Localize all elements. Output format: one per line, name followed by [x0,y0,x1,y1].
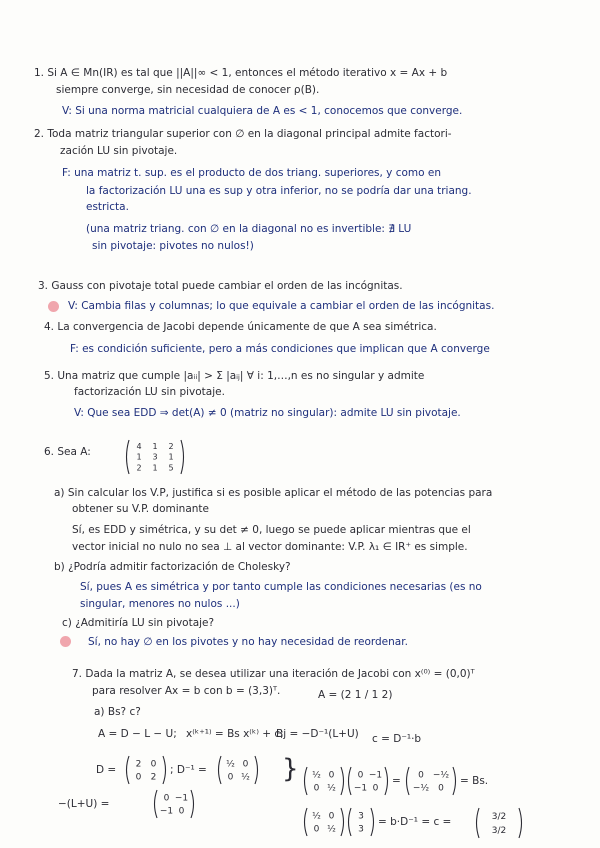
matrix-entry: −1 [368,770,383,781]
matrix-entry: ½ [312,811,321,822]
matrix-entry: 0 [328,811,335,822]
matrix-entry: 0 [313,783,320,794]
question-4: 4. La convergencia de Jacobi depende únicamente de que A sea simétrica. [44,321,437,333]
matrix-entry: 0 [418,770,424,781]
relation-decomp: A = D − L − U; [98,728,177,740]
matrix-right-paren [371,808,374,836]
matrix-entry: 5 [168,463,174,473]
matrix-Dinv [216,754,260,786]
matrix-entry: 3/2 [491,826,507,836]
matrix-entry: 1 [152,442,158,451]
matrix-left-paren [305,767,308,795]
matrix-entry: ½ [312,770,321,781]
vector-b [346,806,376,838]
matrix-entry: −1 [159,806,174,817]
matrix-D [124,754,168,786]
matrix-entry: −½ [432,770,450,781]
matrix-left-paren [477,808,480,838]
matrix-entry: 1 [136,452,142,462]
matrix-entry: 0 [357,770,364,781]
matrix-right-paren [453,767,456,795]
result-Bs: = Bs. [460,775,489,787]
matrix-A [124,438,186,476]
relation-iter: x⁽ᵏ⁺¹⁾ = Bs x⁽ᵏ⁾ + c; [186,728,284,740]
matrix-right-paren [519,808,522,838]
answer-6b-cont: singular, menores no nulos ...) [80,598,240,610]
matrix-entry: −½ [412,783,430,794]
matrix-entry: ½ [327,824,336,835]
question-6c: c) ¿Admitiría LU sin pivotaje? [62,617,215,629]
matrix-entry: 1 [168,452,174,462]
vector-c [474,806,524,840]
matrix-left-paren [349,808,352,836]
question-5-cont: factorización LU sin pivotaje. [74,386,225,398]
matrix-entry: 0 [150,759,157,770]
answer-2: F: una matriz t. sup. es el producto de dos triang. superiores, y como en [62,167,442,179]
matrix-Dinv-2 [302,806,346,838]
answer-6b: Sí, pues A es simétrica y por tanto cumple las condiciones necesarias (es no [80,581,482,593]
matrix-entry: 3 [358,811,364,822]
matrix-left-paren [349,767,352,795]
matrix-entry: ½ [327,783,336,794]
matrix-entry: 0 [135,772,142,783]
matrix-right-paren [385,767,388,795]
matrix-entry: −1 [174,793,189,804]
matrix-left-paren [127,440,130,474]
question-1-cont: siempre converge, sin necesidad de conocer ρ(B). [56,84,320,96]
matrix-right-paren [163,756,166,784]
label-D: D = [96,764,117,776]
matrix-right-paren [255,756,258,784]
equals-sign: = [392,775,401,787]
question-2-cont: zación LU sin pivotaje. [60,145,178,157]
matrix-right-paren [341,767,344,795]
matrix-entry: 0 [438,783,444,794]
question-6a-cont: obtener su V.P. dominante [72,503,209,515]
question-1: 1. Si A ∈ Mn(IR) es tal que ||A||∞ < 1, entonces el método iterativo x = Ax + b [34,67,448,79]
matrix-entry: ½ [241,772,250,783]
matrix-entry: 0 [163,793,170,804]
matrix-entry: 0 [372,783,379,794]
matrix-entry: ½ [226,759,235,770]
matrix-entry: 0 [227,772,234,783]
matrix-entry: 3/2 [491,812,507,822]
result-c-label: = b·D⁻¹ = c = [378,816,452,828]
relation-bj: Bj = −D⁻¹(L+U) [276,728,359,740]
matrix-left-paren [155,790,158,818]
matrix-entry: −1 [353,783,368,794]
highlight-dot-2 [60,636,71,647]
label-LU: −(L+U) = [58,798,110,810]
matrix-entry: 3 [152,452,158,462]
matrix-entry: 0 [328,770,335,781]
matrix-entry: 2 [135,759,142,770]
matrix-left-paren [305,808,308,836]
question-7-cont: para resolver Ax = b con b = (3,3)ᵀ. [92,685,281,697]
matrix-right-paren [341,808,344,836]
question-3: 3. Gauss con pivotaje total puede cambiar el orden de las incógnitas. [38,280,403,292]
answer-2-note: (una matriz triang. con ∅ en la diagonal no es invertible: ∄ LU [86,223,412,235]
matrix-Bs [404,765,458,797]
matrix-entry: 2 [168,442,174,451]
brace: } [282,754,299,784]
relation-c: c = D⁻¹·b [372,733,422,745]
matrix-Dinv-product [302,765,346,797]
answer-2-cont2: estricta. [86,201,129,213]
question-6b: b) ¿Podría admitir factorización de Cholesky? [54,561,291,573]
matrix-entry: 0 [242,759,249,770]
matrix-left-paren [219,756,222,784]
label-Dinv: ; D⁻¹ = [170,764,207,776]
matrix-right-paren [181,440,184,474]
answer-6c: Sí, no hay ∅ en los pivotes y no hay necesidad de reordenar. [88,636,408,648]
matrix-left-paren [127,756,130,784]
question-6: 6. Sea A: [44,446,91,458]
matrix-LU-product [346,765,390,797]
matrix-LU [152,788,196,820]
highlight-dot [48,301,59,312]
matrix-entry: 3 [358,824,364,835]
matrix-entry: 0 [178,806,185,817]
question-7a: a) Bs? c? [94,706,141,718]
matrix-entry: 1 [152,463,158,473]
question-5: 5. Una matriz que cumple |aᵢᵢ| > Σ |aᵢⱼ| ∀ i: 1,…,n es no singular y admite [44,370,425,382]
matrix-A-2x2: A = (2 1 / 1 2) [318,689,393,701]
matrix-entry: 2 [136,463,142,473]
answer-2-note-cont: sin pivotaje: pivotes no nulos!) [92,240,254,252]
answer-2-cont: la factorización LU una es sup y otra inferior, no se podría dar una triang. [86,185,472,197]
answer-5: V: Que sea EDD ⇒ det(A) ≠ 0 (matriz no singular): admite LU sin pivotaje. [74,407,461,419]
question-7: 7. Dada la matriz A, se desea utilizar una iteración de Jacobi con x⁽⁰⁾ = (0,0)ᵀ [72,668,475,680]
matrix-right-paren [191,790,194,818]
matrix-entry: 4 [136,442,142,451]
matrix-left-paren [407,767,410,795]
matrix-entry: 2 [150,772,157,783]
matrix-entry: 0 [313,824,320,835]
answer-6a: Sí, es EDD y simétrica, y su det ≠ 0, luego se puede aplicar mientras que el [72,524,471,536]
answer-1: V: Si una norma matricial cualquiera de A es < 1, conocemos que converge. [62,105,463,117]
answer-4: F: es condición suficiente, pero a más condiciones que implican que A converge [70,343,490,355]
answer-3: V: Cambia filas y columnas; lo que equivale a cambiar el orden de las incógnitas. [68,300,495,312]
question-6a: a) Sin calcular los V.P, justifica si es posible aplicar el método de las potencias para [54,487,493,499]
answer-6a-cont: vector inicial no nulo no sea ⊥ al vector dominante: V.P. λ₁ ∈ IR⁺ es simple. [72,541,468,553]
question-2: 2. Toda matriz triangular superior con ∅ en la diagonal principal admite factori- [34,128,452,140]
